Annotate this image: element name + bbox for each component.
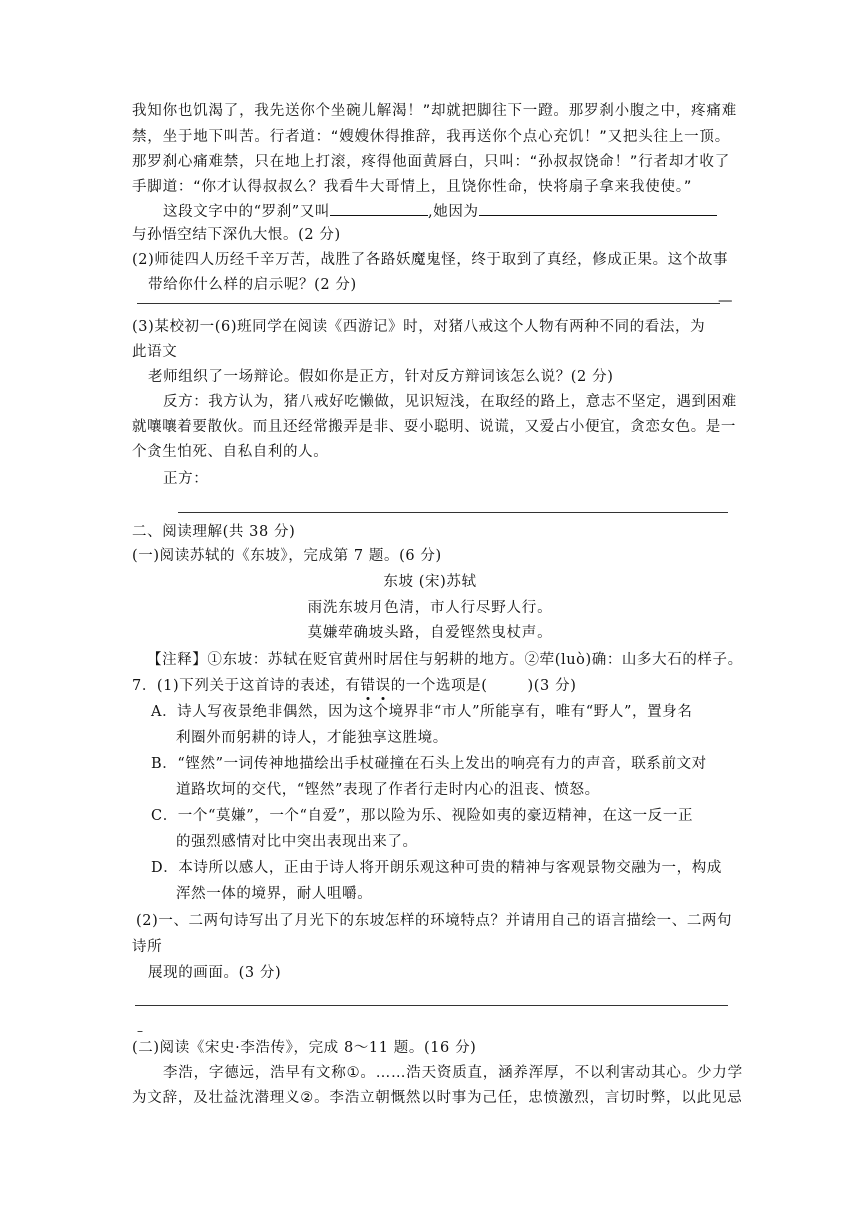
q3-answer-line[interactable] [178, 512, 728, 513]
story-line-1: 我知你也饥渴了，我先送你个坐碗儿解渴！”却就把脚往下一蹬。那罗刹小腹之中，疼痛难 [132, 103, 738, 119]
option-b-line-2: 道路坎坷的交代，“铿然”表现了作者行走时内心的沮丧、愤怒。 [176, 782, 600, 798]
q7-stem [132, 676, 576, 696]
q1-blank-name[interactable] [330, 201, 428, 216]
q3-fan-3: 个贪生怕死、自私自利的人。 [132, 444, 329, 460]
q2-line-1: (2)师徒四人历经千辛万苦，战胜了各路妖魔鬼怪，终于取到了真经，修成正果。这个故事 [132, 252, 729, 268]
q2-answer-line[interactable] [137, 303, 720, 304]
option-d-line-1: D．本诗所以感人，正由于诗人将开朗乐观这种可贵的精神与客观景物交融为一，构成 [151, 860, 722, 876]
part-2-line-2: 为文辞，及壮益沈潜理义②。李浩立朝慨然以时事为己任，忠愤激烈，言切时弊，以此见忌 [132, 1090, 743, 1106]
q7-part-2-line-2: 诗所 [132, 939, 163, 955]
q7-stem-emph-1: 错 [360, 678, 376, 694]
q7-stem-emph-2: 误 [375, 678, 391, 694]
poem-line-2: 莫嫌荦确坡头路，自爱铿然曳杖声。 [307, 625, 553, 641]
q1-blank-reason[interactable] [479, 201, 717, 216]
option-c-line-1: C．一个“莫嫌”，一个“自爱”，那以险为乐、视险如夷的豪迈精神，在这一反一正 [151, 808, 694, 824]
q7-stem-c: )(3 分) [527, 678, 577, 694]
q7-dash-mark: – [137, 1024, 144, 1038]
q3-fan-2: 就嚷嚷着要散伙。而且还经常搬弄是非、耍小聪明、说谎，又爱占小便宜，贪恋女色。是一 [132, 419, 736, 435]
q3-zheng-label: 正方： [163, 471, 209, 487]
part-2-title: (二)阅读《宋史·李浩传》，完成 8～11 题。(16 分) [132, 1040, 477, 1056]
q3-line-3: 老师组织了一场辩论。假如你是正方，针对反方辩词该怎么说？(2 分) [148, 369, 614, 385]
poem-note: 【注释】①东坡：苏轼在贬官黄州时居住与躬耕的地方。②荦(luò)确：山多大石的样子。 [147, 652, 743, 668]
q7-part-2-line-3: 展现的画面。(3 分) [148, 965, 282, 981]
q7-part-2-line-1: (2)一、二两句诗写出了月光下的东坡怎样的环境特点？并请用自己的语言描绘一、二两句 [136, 913, 733, 929]
q7-stem-b: 的一个选项是( [390, 678, 488, 694]
option-b-line-1: B．“铿然”一词传神地描绘出手杖碰撞在石头上发出的响亮有力的声音，联系前文对 [151, 756, 707, 772]
q1-line [163, 201, 717, 222]
poem-title: 东坡 (宋)苏轼 [383, 574, 477, 590]
option-a-line-1: A．诗人写夜景绝非偶然，因为这个境界非“市人”所能享有，唯有“野人”，置身名 [151, 704, 693, 720]
q1-line-2: 与孙悟空结下深仇大恨。(2 分) [132, 227, 341, 243]
part-2-line-1: 李浩，字德远，浩早有文称①。……浩天资质直，涵养浑厚，不以利害动其心。少力学 [163, 1065, 743, 1081]
q2-line-2: 带给你什么样的启示呢？(2 分) [148, 277, 357, 293]
story-line-4: 手脚道：“你才认得叔叔么？我看牛大哥情上，且饶你性命，快将扇子拿来我使使。” [132, 179, 693, 195]
q7-answer-line[interactable] [135, 1005, 728, 1006]
q7-stem-a: 7．(1)下列关于这首诗的表述，有 [132, 678, 361, 694]
q1-prompt-a: 这段文字中的“罗刹”又叫 [163, 204, 331, 220]
section-2-title: 二、阅读理解(共 38 分) [132, 524, 296, 540]
q1-prompt-b: ,她因为 [428, 204, 479, 220]
q2-end-mark: — [718, 293, 734, 309]
section-2-part-1: (一)阅读苏轼的《东坡》，完成第 7 题。(6 分) [132, 548, 442, 564]
q3-line-1: (3)某校初一(6)班同学在阅读《西游记》时，对猪八戒这个人物有两种不同的看法，为 [132, 319, 706, 335]
option-d-line-2: 浑然一体的境界，耐人咀嚼。 [176, 886, 373, 902]
q3-fan-1: 反方：我方认为，猪八戒好吃懒做，见识短浅，在取经的路上，意志不坚定，遇到困难 [163, 394, 737, 410]
poem-line-1: 雨洗东坡月色清，市人行尽野人行。 [307, 600, 553, 616]
story-line-2: 禁，坐于地下叫苦。行者道：“嫂嫂休得推辞，我再送你个点心充饥！”又把头往上一顶。 [132, 129, 731, 145]
q3-line-2: 此语文 [132, 344, 178, 360]
option-a-line-2: 利圈外而躬耕的诗人，才能独享这胜境。 [176, 730, 448, 746]
option-c-line-2: 的强烈感情对比中突出表现出来了。 [176, 834, 418, 850]
story-line-3: 那罗刹心痛难禁，只在地上打滚，疼得他面黄唇白，只叫：“孙叔叔饶命！”行者却才收了 [132, 154, 731, 170]
